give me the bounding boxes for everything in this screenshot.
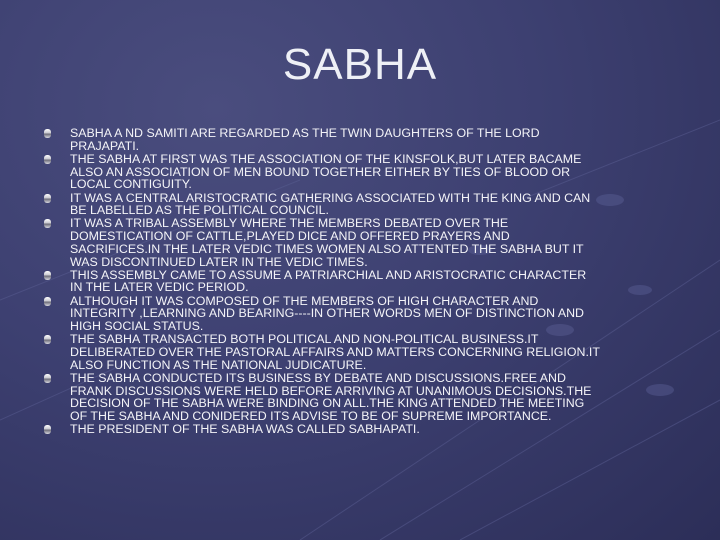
bullet-text-line: PRAJAPATI. [70, 138, 140, 153]
bullet-text-line: OF THE SABHA AND CONIDERED ITS ADVISE TO BE OF SUPREME IMPORTANCE. [70, 408, 552, 423]
bullet-icon [44, 271, 51, 280]
bullet-text-line: ALSO FUNCTION AS THE NATIONAL JUDICATURE. [70, 357, 367, 372]
bullet-text-line: THE SABHA AT FIRST WAS THE ASSOCIATION OF THE KINSFOLK,BUT LATER BACAME [70, 151, 582, 166]
bullet-text-line: THIS ASSEMBLY CAME TO ASSUME A PATRIARCHIAL AND ARISTOCRATIC CHARACTER [70, 267, 587, 282]
bullet-text-line: THE SABHA TRANSACTED BOTH POLITICAL AND NON-POLITICAL BUSINESS.IT [70, 332, 539, 347]
bullet-text-line: THE SABHA CONDUCTED ITS BUSINESS BY DEBATE AND DISCUSSIONS.FREE AND [70, 370, 566, 385]
bullet-text-line: ALSO AN ASSOCIATION OF MEN BOUND TOGETHER EITHER BY TIES OF BLOOD OR [70, 164, 571, 179]
bullet-item [40, 153, 690, 191]
bullet-text-line: WAS DISCONTINUED LATER IN THE VEDIC TIMES. [70, 254, 368, 269]
bullet-text-line: IT WAS A CENTRAL ARISTOCRATIC GATHERING ASSOCIATED WITH THE KING AND CAN [70, 190, 591, 205]
bullet-icon [44, 155, 51, 164]
bullet-item [40, 295, 690, 333]
bullet-text-line: INTEGRITY ,LEARNING AND BEARING----IN OTHER WORDS MEN OF DISTINCTION AND [70, 306, 585, 321]
bullet-item [40, 269, 690, 294]
bullet-item [40, 192, 690, 217]
bullet-icon [44, 335, 51, 344]
bullet-icon [44, 374, 51, 383]
bullet-item [40, 127, 690, 152]
bullet-text-line: DOMESTICATION OF CATTLE,PLAYED DICE AND OFFERED PRAYERS AND [70, 229, 510, 244]
bullet-item [40, 372, 690, 423]
bullet-text-line: LOCAL CONTIGUITY. [70, 177, 192, 192]
bullet-text-line: FRANK DISCUSSIONS WERE HELD BEFORE ARRIVING AT UNANIMOUS DECISIONS.THE [70, 383, 592, 398]
bullet-text-line: THE PRESIDENT OF THE SABHA WAS CALLED SABHAPATI. [70, 422, 420, 437]
bullet-icon [44, 425, 51, 434]
bullet-text-line: HIGH SOCIAL STATUS. [70, 319, 204, 334]
bullet-icon [44, 129, 51, 138]
bullet-icon [44, 297, 51, 306]
bullet-item [40, 333, 690, 371]
bullet-text-line: IN THE LATER VEDIC PERIOD. [70, 280, 249, 295]
bullet-text-line: ALTHOUGH IT WAS COMPOSED OF THE MEMBERS OF HIGH CHARACTER AND [70, 293, 539, 308]
bullet-item [40, 423, 690, 436]
bullet-item [40, 217, 690, 268]
bullet-icon [44, 194, 51, 203]
bullet-text-line: SABHA A ND SAMITI ARE REGARDED AS THE TWIN DAUGHTERS OF THE LORD [70, 126, 540, 140]
bullet-text-line: BE LABELLED AS THE POLITICAL COUNCIL. [70, 203, 329, 218]
bullet-text-line: DELIBERATED OVER THE PASTORAL AFFAIRS AND MATTERS CONCERNING RELIGION.IT [70, 344, 600, 359]
bullet-icon [44, 219, 51, 228]
bullet-text-line: DECISION OF THE SABHA WERE BINDING ON ALL.THE KING ATTENDED THE MEETING [70, 396, 585, 411]
bullet-list [40, 127, 690, 436]
bullet-text-line: IT WAS A TRIBAL ASSEMBLY WHERE THE MEMBERS DEBATED OVER THE [70, 216, 509, 231]
bullet-text-line: SACRIFICES.IN THE LATER VEDIC TIMES WOMEN ALSO ATTENTED THE SABHA BUT IT [70, 241, 584, 256]
slide-title: SABHA [282, 40, 438, 89]
